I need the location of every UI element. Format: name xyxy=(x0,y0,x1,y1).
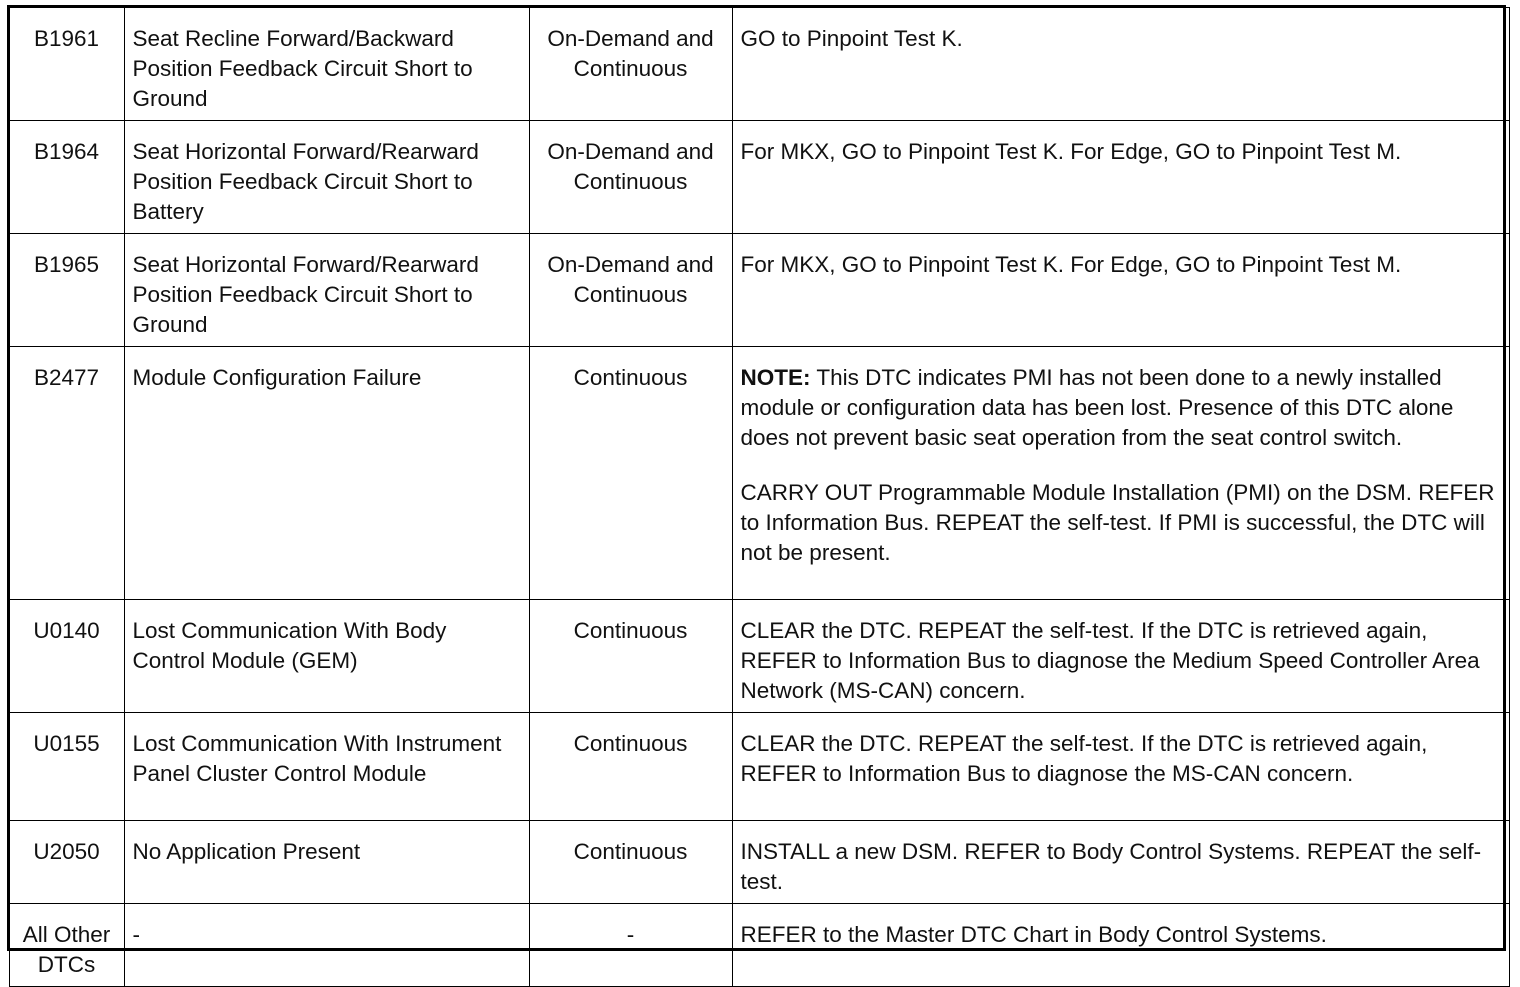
dtc-table xyxy=(9,7,1510,987)
dtc-mode: On-Demand and Continuous xyxy=(529,120,732,233)
dtc-action: For MKX, GO to Pinpoint Test K. For Edge, GO to Pinpoint Test M. xyxy=(732,120,1509,233)
dtc-code: U2050 xyxy=(9,820,124,903)
dtc-action: INSTALL a new DSM. REFER to Body Control Systems. REPEAT the self-test. xyxy=(732,820,1509,903)
dtc-action: REFER to the Master DTC Chart in Body Control Systems. xyxy=(732,903,1509,986)
table-row xyxy=(9,120,1509,233)
note-text: This DTC indicates PMI has not been done to a newly installed module or configuration data has been lost. Presence of this DTC alone does not prevent basic seat operation from the seat control switch. xyxy=(740,364,1454,450)
dtc-mode: On-Demand and Continuous xyxy=(529,7,732,120)
dtc-description: - xyxy=(124,903,529,986)
dtc-mode: Continuous xyxy=(529,599,732,712)
dtc-code: U0155 xyxy=(9,712,124,820)
dtc-mode: Continuous xyxy=(529,712,732,820)
dtc-description: Module Configuration Failure xyxy=(124,346,529,599)
dtc-description: Seat Recline Forward/Backward Position Feedback Circuit Short to Ground xyxy=(124,7,529,120)
dtc-description: Lost Communication With Body Control Module (GEM) xyxy=(124,599,529,712)
dtc-mode: On-Demand and Continuous xyxy=(529,233,732,346)
dtc-code: B2477 xyxy=(9,346,124,599)
dtc-action: For MKX, GO to Pinpoint Test K. For Edge, GO to Pinpoint Test M. xyxy=(732,233,1509,346)
dtc-table-frame xyxy=(7,5,1506,977)
dtc-description: Seat Horizontal Forward/Rearward Position Feedback Circuit Short to Ground xyxy=(124,233,529,346)
table-row xyxy=(9,233,1509,346)
dtc-description: Seat Horizontal Forward/Rearward Position Feedback Circuit Short to Battery xyxy=(124,120,529,233)
table-row xyxy=(9,712,1509,820)
dtc-code: B1961 xyxy=(9,7,124,120)
dtc-description: Lost Communication With Instrument Panel Cluster Control Module xyxy=(124,712,529,820)
dtc-action: CLEAR the DTC. REPEAT the self-test. If the DTC is retrieved again, REFER to Information Bus to diagnose the MS-CAN concern. xyxy=(732,712,1509,820)
dtc-description: No Application Present xyxy=(124,820,529,903)
table-row xyxy=(9,7,1509,120)
table-row xyxy=(9,820,1509,903)
table-row xyxy=(9,346,1509,599)
table-row xyxy=(9,599,1509,712)
dtc-action: GO to Pinpoint Test K. xyxy=(732,7,1509,120)
dtc-action: CLEAR the DTC. REPEAT the self-test. If the DTC is retrieved again, REFER to Information Bus to diagnose the Medium Speed Controller Area Network (MS-CAN) concern. xyxy=(732,599,1509,712)
dtc-code: B1964 xyxy=(9,120,124,233)
dtc-mode: Continuous xyxy=(529,346,732,599)
dtc-note xyxy=(741,363,1501,453)
dtc-code: All Other DTCs xyxy=(9,903,124,986)
dtc-action-cell xyxy=(732,346,1509,599)
dtc-mode: - xyxy=(529,903,732,986)
dtc-mode: Continuous xyxy=(529,820,732,903)
table-row xyxy=(9,903,1509,986)
dtc-code: U0140 xyxy=(9,599,124,712)
dtc-code: B1965 xyxy=(9,233,124,346)
dtc-action: CARRY OUT Programmable Module Installation (PMI) on the DSM. REFER to Information Bus. REPEAT the self-test. If PMI is successful, the DTC will not be present. xyxy=(740,479,1495,565)
note-label: NOTE: xyxy=(740,364,811,390)
